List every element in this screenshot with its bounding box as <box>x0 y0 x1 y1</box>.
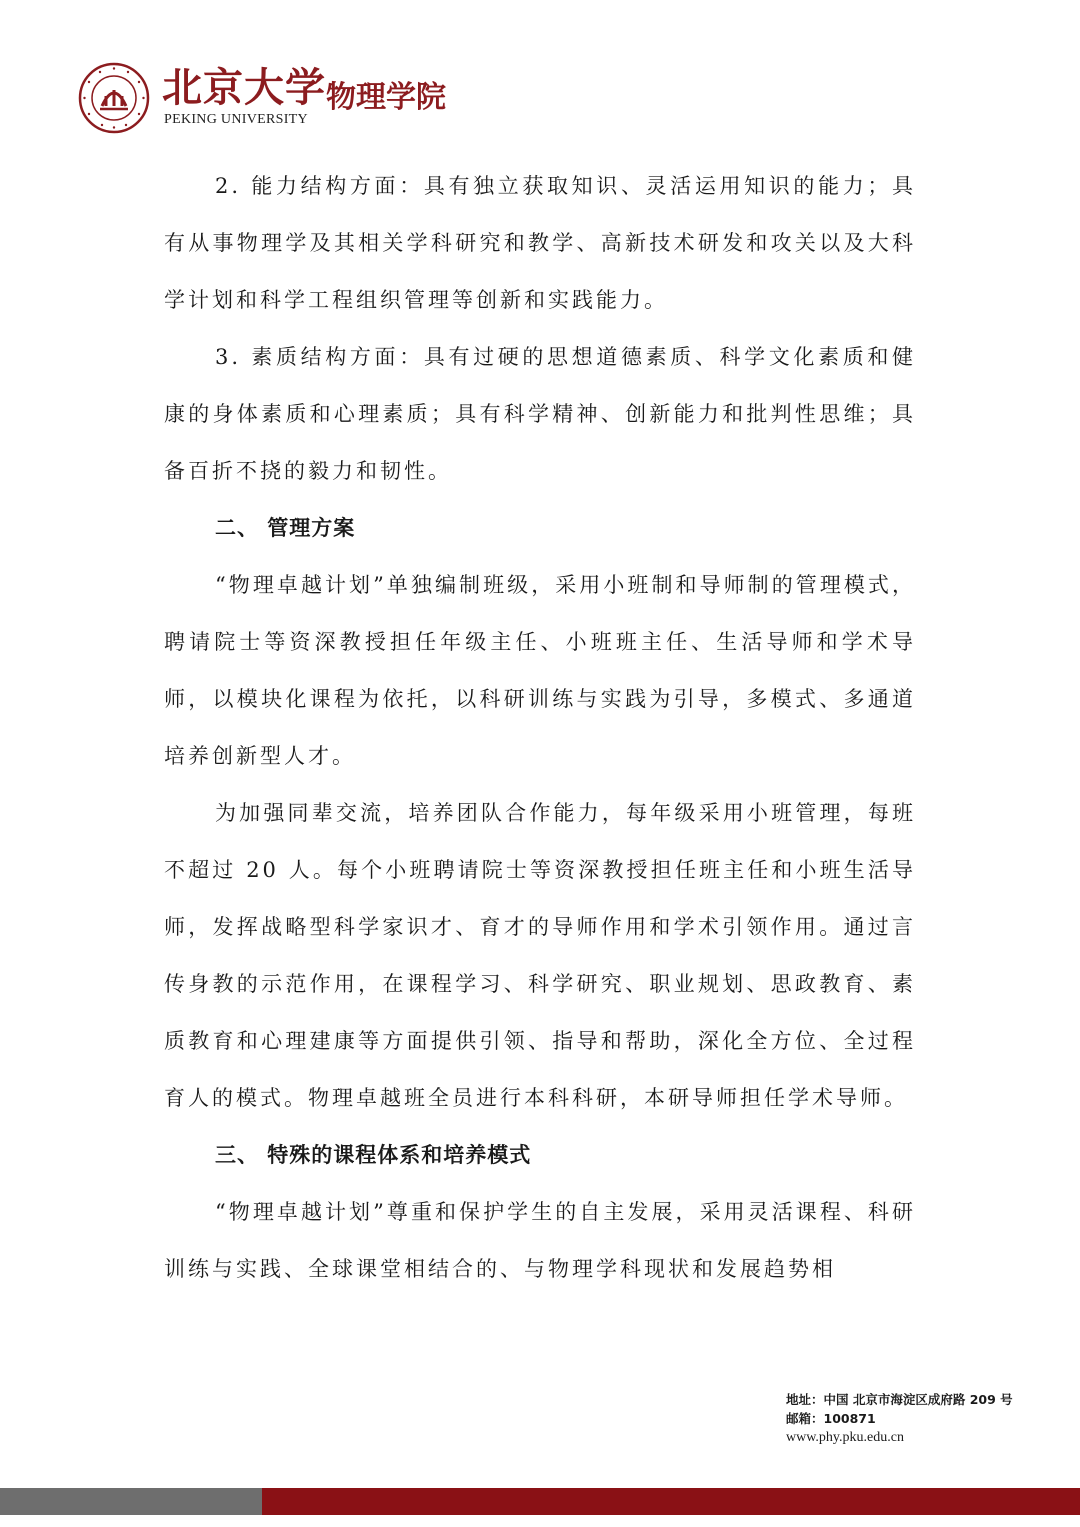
paragraph-ability-structure: 2. 能力结构方面：具有独立获取知识、灵活运用知识的能力；具有从事物理学及其相关学科研究和教学、高新技术研发和攻关以及大科学计划和科学工程组织管理等创新和实践能力。 <box>164 174 916 312</box>
footer-url[interactable]: www.phy.pku.edu.cn <box>786 1430 904 1445</box>
university-name-en: PEKING UNIVERSITY <box>164 112 308 127</box>
paragraph-quality-structure: 3. 素质结构方面：具有过硬的思想道德素质、科学文化素质和健康的身体素质和心理素质；具有科学精神、创新能力和批判性思维；具备百折不挠的毅力和韧性。 <box>164 345 916 483</box>
university-seal-icon <box>78 62 150 134</box>
document-body <box>164 158 916 1298</box>
footer-bar-gray <box>0 1488 262 1515</box>
university-name-zh: 北京大学 <box>162 64 326 111</box>
department-name: 物理学院 <box>326 80 446 115</box>
page-footer <box>786 1390 1066 1447</box>
section-heading-curriculum: 三、 特殊的课程体系和培养模式 <box>215 1143 532 1167</box>
footer-postcode: 邮箱：100871 <box>786 1411 876 1426</box>
paragraph-management-plan: “物理卓越计划”单独编制班级，采用小班制和导师制的管理模式，聘请院士等资深教授担任年级主任、小班班主任、生活导师和学术导师，以模块化课程为依托，以科研训练与实践为引导，多模式、多通道培养创新型人才。 <box>164 573 916 768</box>
footer-bar-red <box>262 1488 1080 1515</box>
paragraph-curriculum: “物理卓越计划”尊重和保护学生的自主发展，采用灵活课程、科研训练与实践、全球课堂相结合的、与物理学科现状和发展趋势相 <box>164 1200 916 1281</box>
paragraph-small-class: 为加强同辈交流，培养团队合作能力，每年级采用小班管理，每班不超过 20 人。每个小班聘请院士等资深教授担任班主任和小班生活导师，发挥战略型科学家识才、育才的导师作用和学术引领作用。通过言传身教的示范作用，在课程学习、科学研究、职业规划、思政教育、素质教育和心理建康等方面提供引领、指导和帮助，深化全方位、全过程育人的模式。物理卓越班全员进行本科科研，本研导师担任学术导师。 <box>164 801 916 1110</box>
section-heading-management: 二、 管理方案 <box>215 516 356 540</box>
footer-address: 地址：中国 北京市海淀区成府路 209 号 <box>786 1392 1013 1407</box>
